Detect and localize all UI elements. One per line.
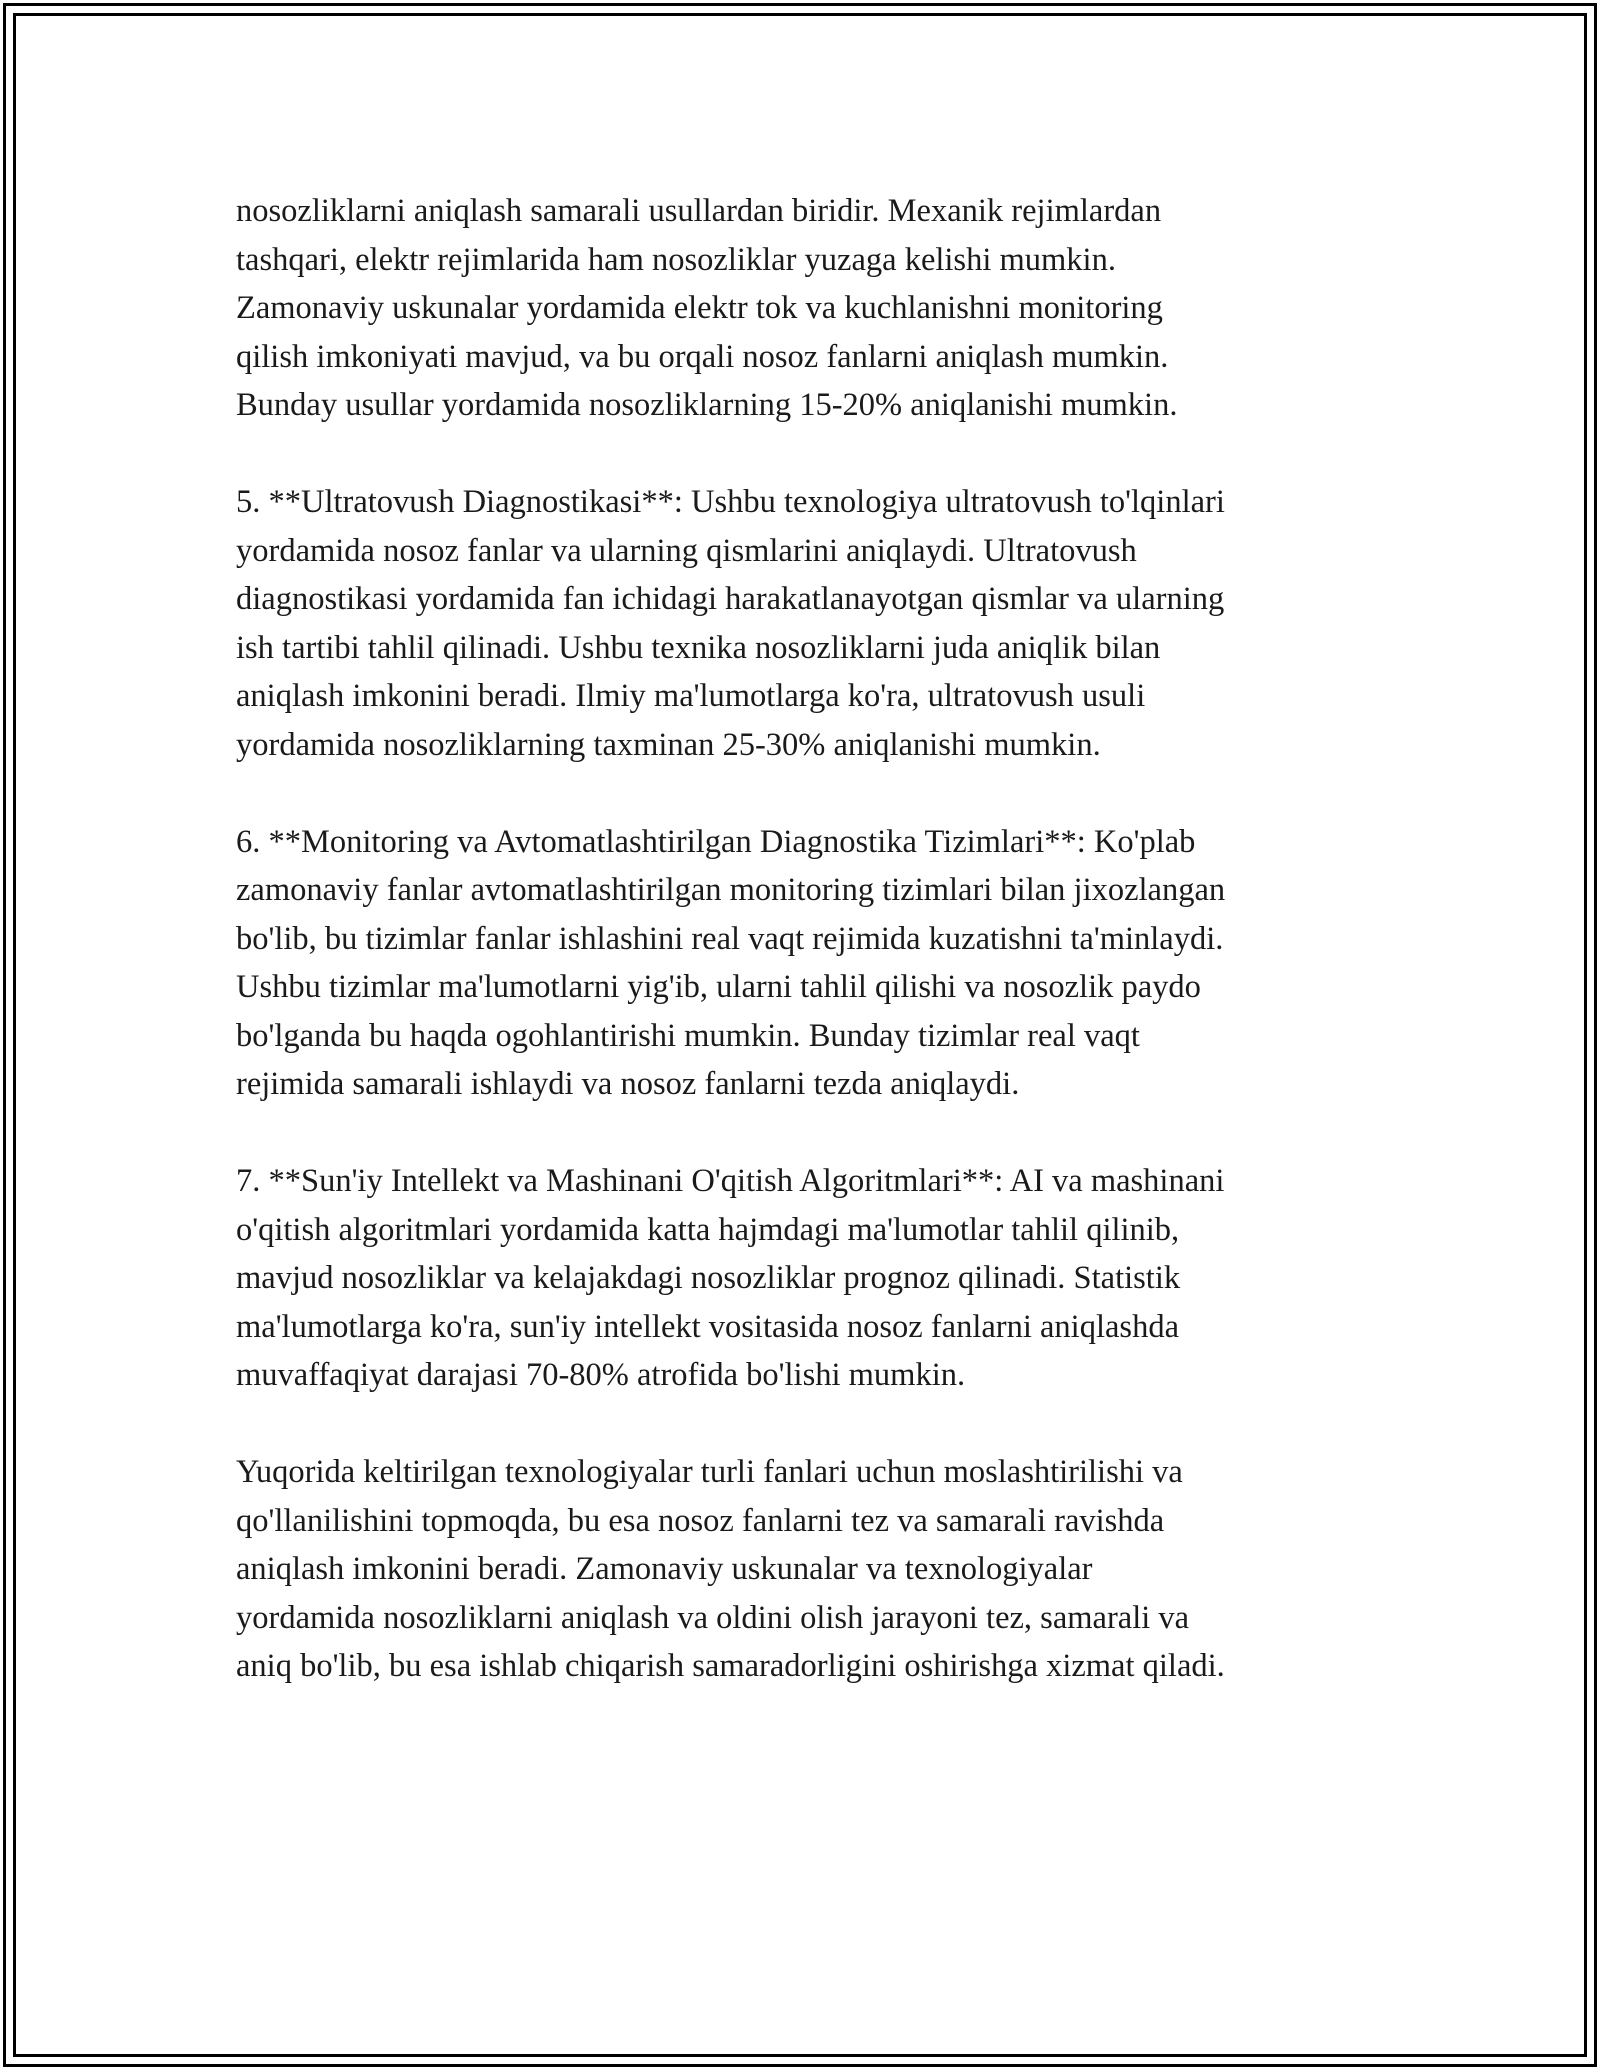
text-line: Ushbu tizimlar ma'lumotlarni yig'ib, ularni tahlil qilishi va nosozlik paydo	[236, 969, 1201, 1005]
text-line: aniq bo'lib, bu esa ishlab chiqarish samaradorligini oshirishga xizmat qiladi.	[236, 1648, 1225, 1684]
text-line: diagnostikasi yordamida fan ichidagi harakatlanayotgan qismlar va ularning	[236, 581, 1225, 617]
text-line: Yuqorida keltirilgan texnologiyalar turli fanlari uchun moslashtirilishi va	[236, 1454, 1183, 1490]
paragraph-electrical-methods	[236, 187, 1376, 430]
paragraph-ai-algorithms	[236, 1157, 1376, 1400]
text-line: bo'lganda bu haqda ogohlantirishi mumkin. Bunday tizimlar real vaqt	[236, 1017, 1140, 1054]
text-line: Zamonaviy uskunalar yordamida elektr tok va kuchlanishni monitoring	[236, 290, 1163, 326]
text-line: aniqlash imkonini beradi. Ilmiy ma'lumotlarga ko'ra, ultratovush usuli	[236, 678, 1146, 714]
text-line: yordamida nosozliklarni aniqlash va oldini olish jarayoni tez, samarali va	[236, 1599, 1190, 1636]
text-line: qo'llanilishini topmoqda, bu esa nosoz fanlarni tez va samarali ravishda	[236, 1502, 1165, 1539]
paragraph-conclusion	[236, 1448, 1376, 1691]
text-line: qilish imkoniyati mavjud, va bu orqali nosoz fanlarni aniqlash mumkin.	[236, 338, 1169, 375]
text-line: ma'lumotlarga ko'ra, sun'iy intellekt vositasida nosoz fanlarni aniqlashda	[236, 1308, 1179, 1345]
text-line: yordamida nosozliklarning taxminan 25-30% aniqlanishi mumkin.	[236, 726, 1101, 763]
text-line: yordamida nosoz fanlar va ularning qismlarini aniqlaydi. Ultratovush	[236, 532, 1137, 569]
text-line: 5. **Ultratovush Diagnostikasi**: Ushbu texnologiya ultratovush to'lqinlari	[236, 484, 1225, 520]
text-line: mavjud nosozliklar va kelajakdagi nosozliklar prognoz qilinadi. Statistik	[236, 1260, 1181, 1296]
text-line: zamonaviy fanlar avtomatlashtirilgan monitoring tizimlari bilan jixozlangan	[236, 872, 1226, 908]
text-line: muvaffaqiyat darajasi 70-80% atrofida bo'lishi mumkin.	[236, 1357, 966, 1393]
text-line: Bunday usullar yordamida nosozliklarning 15-20% aniqlanishi mumkin.	[236, 387, 1178, 423]
text-line: o'qitish algoritmlari yordamida katta hajmdagi ma'lumotlar tahlil qilinib,	[236, 1211, 1180, 1248]
document-body	[236, 187, 1376, 1739]
paragraph-monitoring-systems	[236, 818, 1376, 1109]
text-line: bo'lib, bu tizimlar fanlar ishlashini real vaqt rejimida kuzatishni ta'minlaydi.	[236, 920, 1224, 957]
text-line: ish tartibi tahlil qilinadi. Ushbu texnika nosozliklarni juda aniqlik bilan	[236, 629, 1161, 666]
text-line: tashqari, elektr rejimlarida ham nosozliklar yuzaga kelishi mumkin.	[236, 241, 1116, 278]
text-line: 6. **Monitoring va Avtomatlashtirilgan Diagnostika Tizimlari**: Ko'plab	[236, 823, 1196, 860]
paragraph-ultrasound-diagnostics	[236, 478, 1376, 769]
text-line: 7. **Sun'iy Intellekt va Mashinani O'qitish Algoritmlari**: AI va mashinani	[236, 1163, 1225, 1199]
text-line: aniqlash imkonini beradi. Zamonaviy uskunalar va texnologiyalar	[236, 1551, 1093, 1587]
text-line: nosozliklarni aniqlash samarali usullardan biridir. Mexanik rejimlardan	[236, 193, 1162, 229]
text-line: rejimida samarali ishlaydi va nosoz fanlarni tezda aniqlaydi.	[236, 1066, 1020, 1102]
